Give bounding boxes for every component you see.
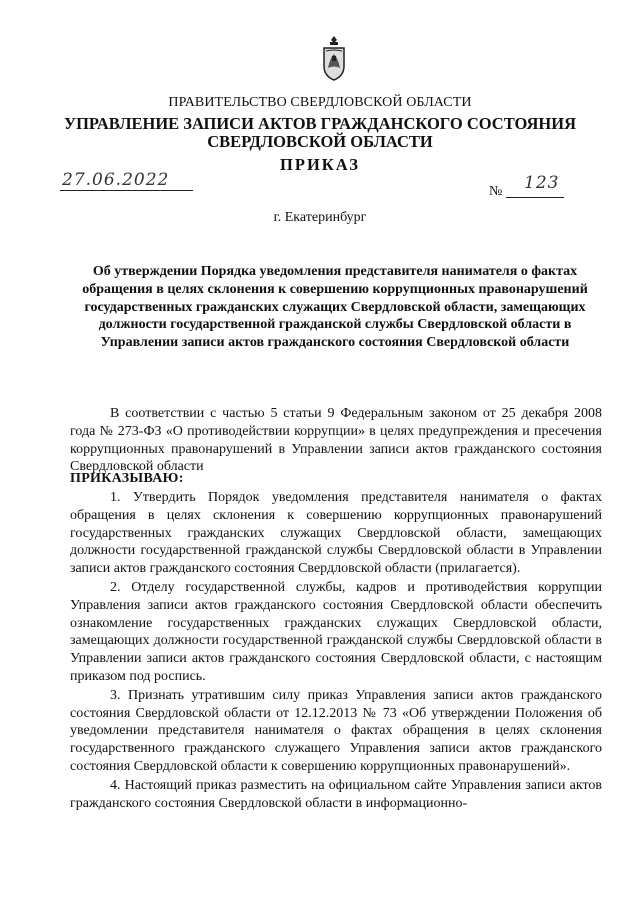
number-label: № — [489, 184, 503, 199]
department-title-line1: УПРАВЛЕНИЕ ЗАПИСИ АКТОВ ГРАЖДАНСКОГО СОСТОЯНИЯ — [63, 114, 576, 133]
order-items — [70, 489, 602, 813]
department-title-line2: СВЕРДЛОВСКОЙ ОБЛАСТИ — [207, 132, 433, 151]
order-number: 123 — [524, 173, 560, 193]
preamble-text: В соответствии с частью 5 статьи 9 Федеральным законом от 25 декабря 2008 года № 273-ФЗ «О противодействии коррупции» в целях предупреждения и пресечения коррупционных правонарушений в Управлении записи актов гражданского состояния Свердловской области — [70, 406, 602, 475]
department-title — [0, 115, 640, 151]
order-item: 2. Отделу государственной службы, кадров и противодействия коррупции Управления записи актов гражданского состояния Свердловской области обеспечить ознакомление государственных гражданских служащих Свердловской области, замещающих должности государственной гражданской службы Свердловской области в Управлении записи актов гражданского состояния Свердловской области, с настоящим приказом под роспись. — [70, 579, 602, 684]
order-item: 3. Признать утратившим силу приказ Управления записи актов гражданского состояния Свердловской области от 12.12.2013 № 73 «Об утверждении Положения об уведомлении представителя нанимателя о фактах обращения в целях склонения государственного гражданского служащего Управления записи актов гражданского состояния Свердловской области к совершению коррупционных правонарушений». — [70, 687, 602, 774]
date-underline — [60, 190, 193, 191]
government-title: ПРАВИТЕЛЬСТВО СВЕРДЛОВСКОЙ ОБЛАСТИ — [168, 95, 472, 110]
order-item: 4. Настоящий приказ разместить на официальном сайте Управления записи актов гражданского состояния Свердловской области в информационно- — [70, 777, 602, 811]
order-word: ПРИКАЗЫВАЮ: — [70, 471, 184, 486]
order-item: 1. Утвердить Порядок уведомления представителя нанимателя о фактах обращения в целях склонения к совершению коррупционных правонарушений государственных гражданских служащих Свердловской области, замещающих должности государственной гражданской службы Свердловской области в Управлении записи актов гражданского состояния Свердловской области (прилагается). — [70, 490, 602, 577]
preamble — [70, 405, 602, 476]
city: г. Екатеринбург — [273, 210, 367, 225]
order-subject: Об утверждении Порядка уведомления представителя нанимателя о фактах обращения в целях склонения к совершению коррупционных правонарушений государственных гражданских служащих Свердловской области, замещающих должности государственной гражданской службы Свердловской области в Управлении записи актов гражданского состояния Свердловской области — [82, 264, 588, 351]
document-type: ПРИКАЗ — [280, 155, 360, 174]
coat-of-arms-icon — [319, 34, 349, 82]
number-underline — [506, 197, 564, 198]
order-date: 27.06.2022 — [62, 170, 170, 190]
